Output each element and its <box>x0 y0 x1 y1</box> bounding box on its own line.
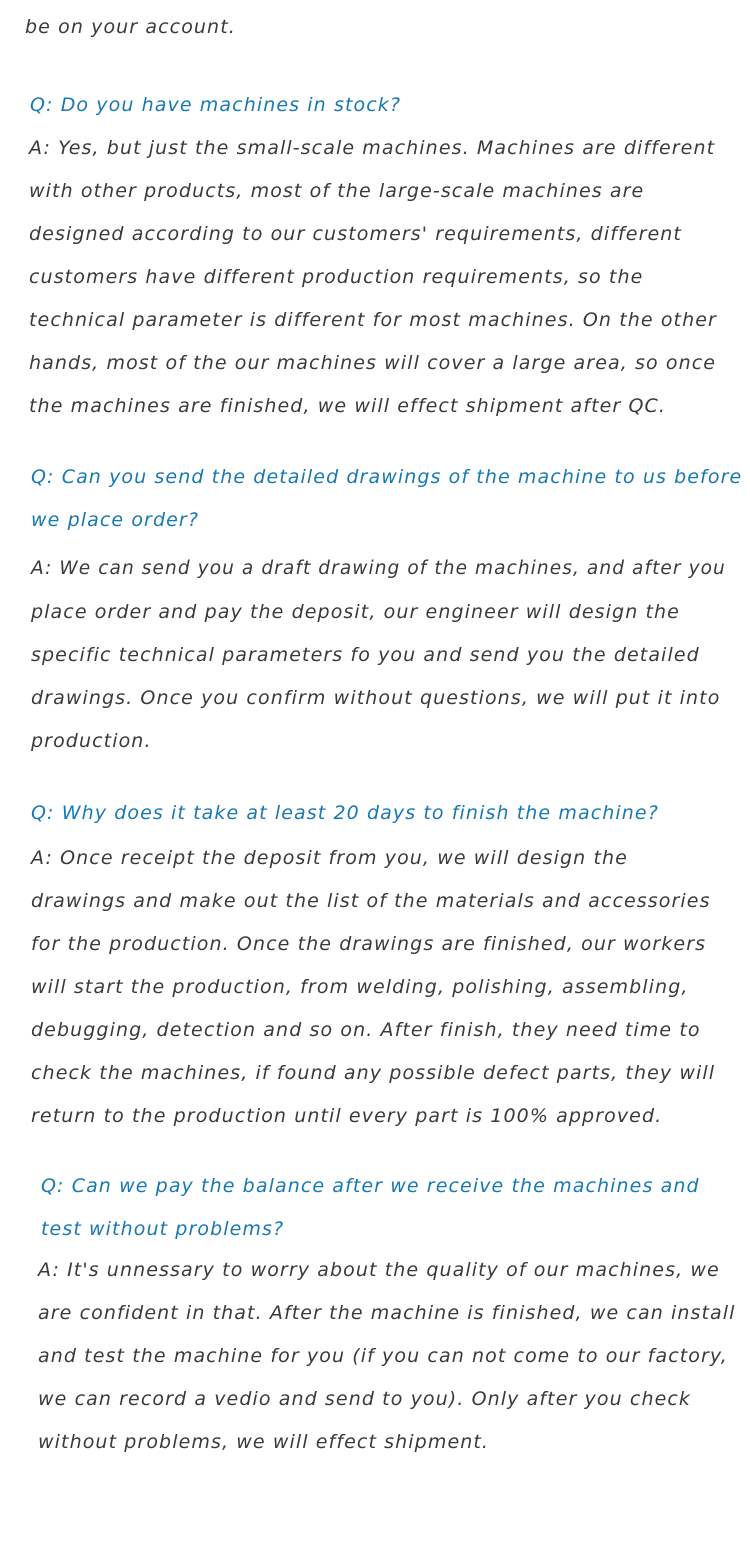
faq-question: Q: Can you send the detailed drawings of the machine to us before <box>31 466 743 488</box>
faq-answer-line: A: It's unnessary to worry about the quality of our machines, we <box>38 1259 720 1281</box>
faq-question: Q: Can we pay the balance after we receive the machines and <box>41 1175 700 1197</box>
faq-answer-line: the machines are finished, we will effect shipment after QC. <box>29 395 667 417</box>
faq-answer-line: are confident in that. After the machine is finished, we can install <box>38 1302 736 1324</box>
faq-answer-line: check the machines, if found any possible defect parts, they will <box>31 1062 716 1084</box>
faq-answer-line: hands, most of the our machines will cover a large area, so once <box>29 352 717 374</box>
faq-answer-line: we can record a vedio and send to you). Only after you check <box>38 1388 692 1410</box>
faq-answer-line: will start the production, from welding, polishing, assembling, <box>31 976 689 998</box>
faq-answer-line: return to the production until every part is 100% approved. <box>31 1105 663 1127</box>
faq-answer-line: A: We can send you a draft drawing of the machines, and after you <box>31 558 726 579</box>
faq-question: we place order? <box>31 509 200 531</box>
faq-answer-line: drawings. Once you confirm without questions, we will put it into <box>31 687 721 709</box>
faq-answer-line: specific technical parameters fo you and send you the detailed <box>31 644 700 666</box>
faq-answer-line: technical parameter is different for most machines. On the other <box>29 309 717 331</box>
faq-answer-line: A: Once receipt the deposit from you, we will design the <box>31 847 628 869</box>
faq-question: Q: Do you have machines in stock? <box>30 94 402 116</box>
faq-answer-line: and test the machine for you (if you can not come to our factory, <box>38 1345 728 1367</box>
faq-answer-line: without problems, we will effect shipment. <box>38 1431 490 1453</box>
faq-answer-line: for the production. Once the drawings are finished, our workers <box>31 933 707 955</box>
faq-answer-line: debugging, detection and so on. After finish, they need time to <box>31 1019 701 1041</box>
faq-answer-line: designed according to our customers' requirements, different <box>29 223 682 245</box>
faq-answer-line: with other products, most of the large-scale machines are <box>29 180 645 202</box>
faq-question: test without problems? <box>41 1218 285 1240</box>
faq-question: Q: Why does it take at least 20 days to finish the machine? <box>31 802 659 824</box>
faq-answer-line: customers have different production requirements, so the <box>29 266 644 288</box>
faq-answer-line: production. <box>31 730 152 752</box>
faq-answer-line: drawings and make out the list of the materials and accessories <box>31 890 711 912</box>
intro-text: be on your account. <box>25 16 236 38</box>
faq-answer-line: place order and pay the deposit, our engineer will design the <box>31 601 680 623</box>
faq-answer-line: A: Yes, but just the small-scale machines. Machines are different <box>29 137 716 159</box>
